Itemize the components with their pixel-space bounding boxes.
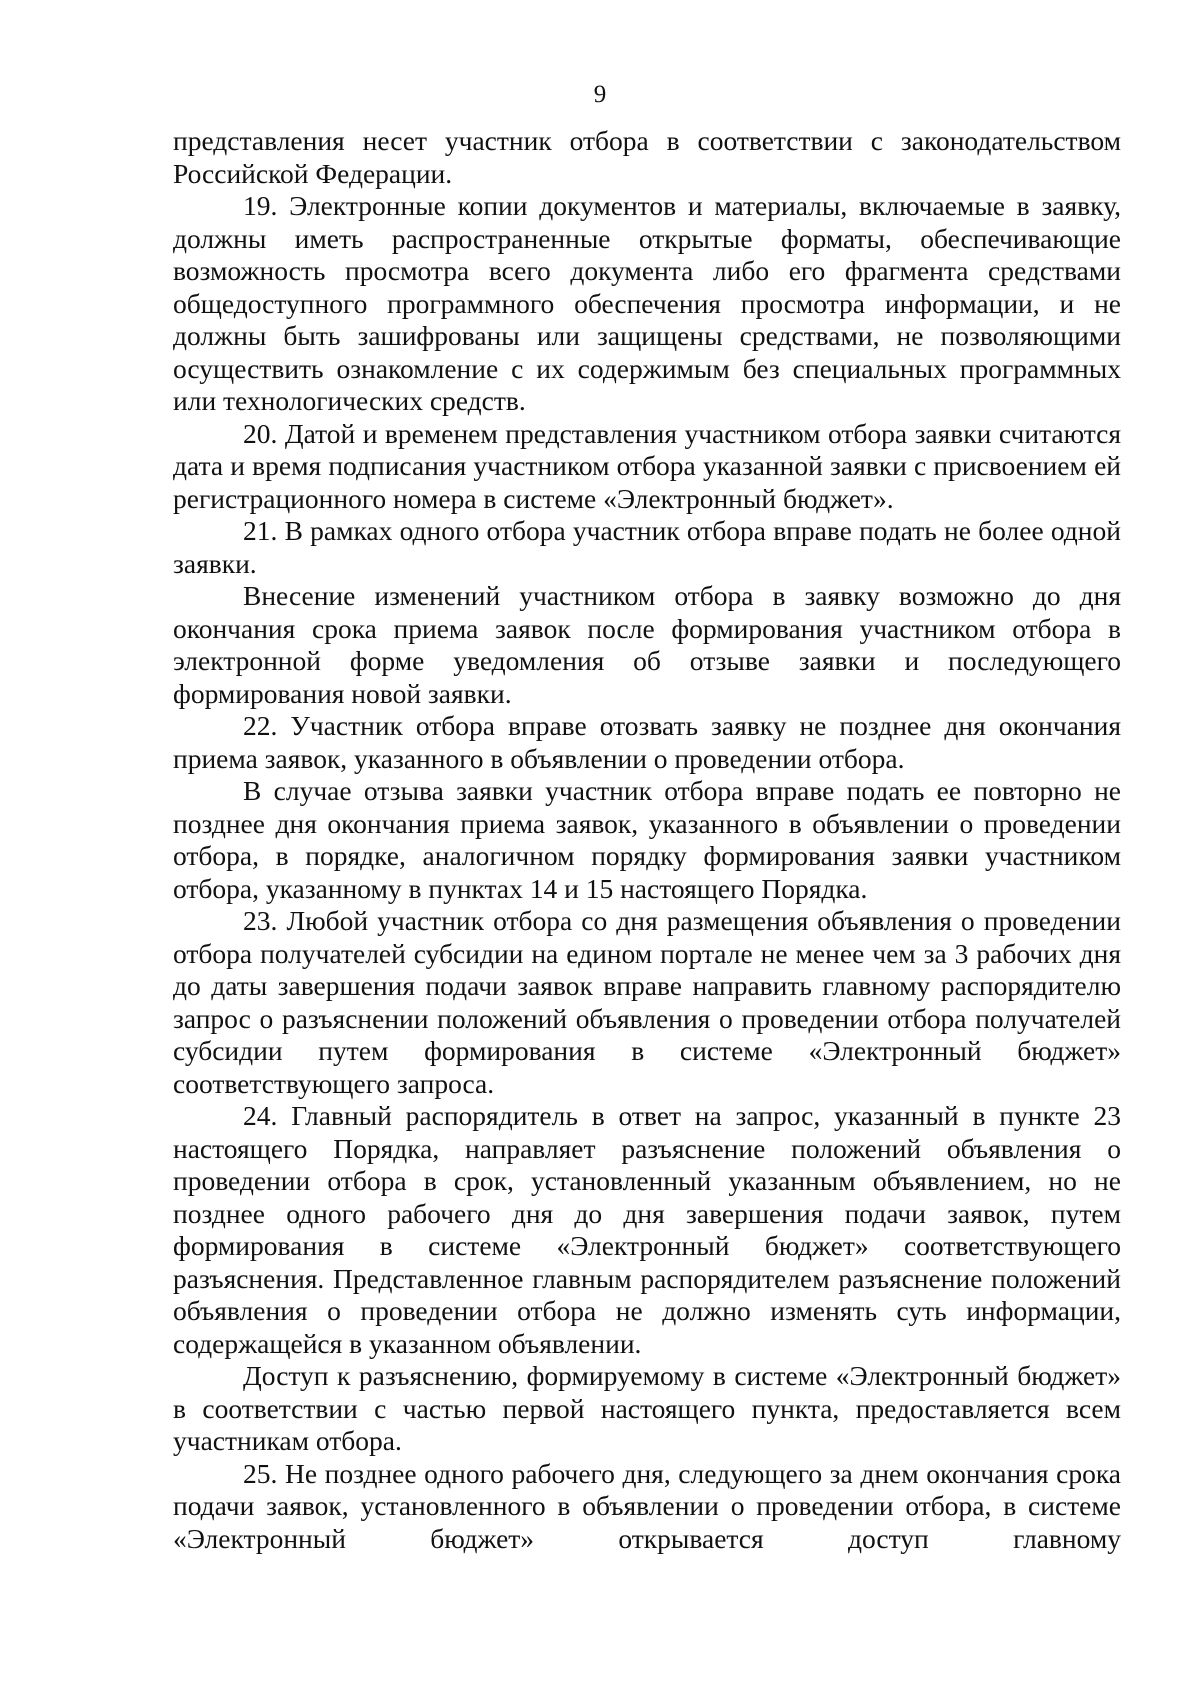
paragraph: 22. Участник отбора вправе отозвать заявку не позднее дня окончания приема заявок, указанного в объявлении о проведении отбора. <box>173 710 1121 774</box>
paragraph: Доступ к разъяснению, формируемому в системе «Электронный бюджет» в соответствии с частью первой настоящего пункта, предоставляется всем участникам отбора. <box>173 1360 1121 1456</box>
paragraph: 20. Датой и временем представления участником отбора заявки считаются дата и время подписания участником отбора указанной заявки с присвоением ей регистрационного номера в системе «Электронный бюджет». <box>173 417 1121 514</box>
paragraph: 19. Электронные копии документов и материалы, включаемые в заявку, должны иметь распространенные открытые форматы, обеспечивающие возможность просмотра всего документа либо его фрагмента средствами общедоступного программного обеспечения просмотра информации, и не должны быть зашифрованы или защищены средствами, не позволяющими осуществить ознакомление с их содержимым без специальных программных или технологических средств. <box>173 190 1121 416</box>
paragraph: Внесение изменений участником отбора в заявку возможно до дня окончания срока приема заявок после формирования участником отбора в электронной форме уведомления об отзыве заявки и последующего формирования новой заявки. <box>173 580 1121 709</box>
paragraph: 24. Главный распорядитель в ответ на запрос, указанный в пункте 23 настоящего Порядка, направляет разъяснение положений объявления о проведении отбора в срок, установленный указанным объявлением, но не позднее одного рабочего дня до дня завершения подачи заявок, путем формирования в системе «Электронный бюджет» соответствующего разъяснения. Представленное главным распорядителем разъяснение положений объявления о проведении отбора не должно изменять суть информации, содержащейся в указанном объявлении. <box>173 1100 1121 1359</box>
page-number: 9 <box>593 81 607 108</box>
paragraph: представления несет участник отбора в соответствии с законодательством Российской Федерации. <box>173 125 1121 189</box>
document-body <box>173 125 1121 1555</box>
paragraph: В случае отзыва заявки участник отбора вправе подать ее повторно не позднее дня окончания приема заявок, указанного в объявлении о проведении отбора, в порядке, аналогичном порядку формирования заявки участником отбора, указанному в пунктах 14 и 15 настоящего Порядка. <box>173 775 1121 904</box>
paragraph: 25. Не позднее одного рабочего дня, следующего за днем окончания срока подачи заявок, установленного в объявлении о проведении отбора, в системе «Электронный бюджет» открывается доступ главному <box>173 1457 1121 1554</box>
paragraph: 23. Любой участник отбора со дня размещения объявления о проведении отбора получателей субсидии на едином портале не менее чем за 3 рабочих дня до даты завершения подачи заявок вправе направить главному распорядителю запрос о разъяснении положений объявления о проведении отбора получателей субсидии путем формирования в системе «Электронный бюджет» соответствующего запроса. <box>173 905 1121 1099</box>
paragraph: 21. В рамках одного отбора участник отбора вправе подать не более одной заявки. <box>173 515 1121 579</box>
